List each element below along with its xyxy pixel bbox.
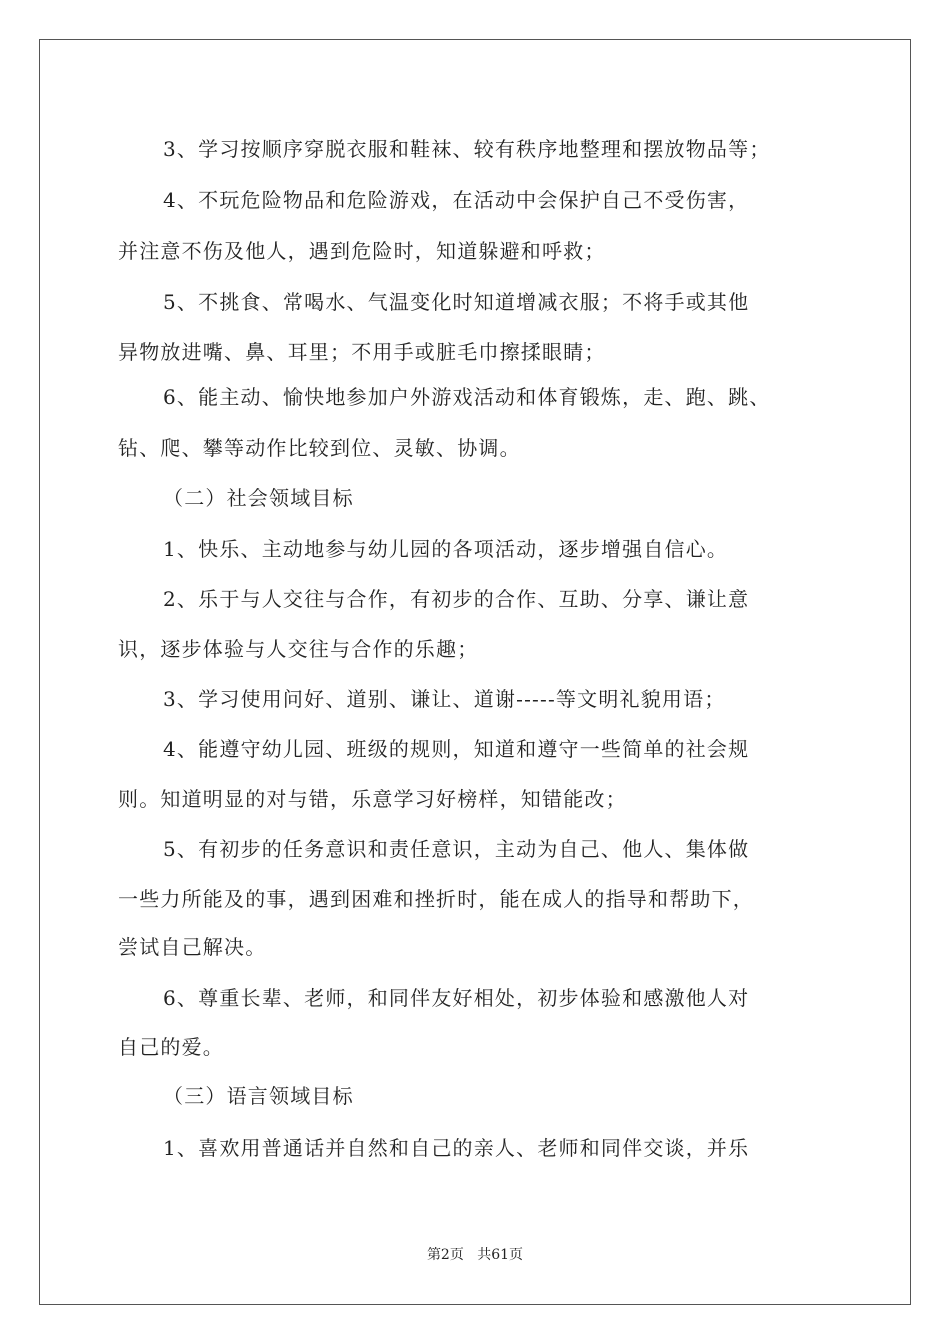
paragraph-line: 5、不挑食、常喝水、气温变化时知道增减衣服；不将手或其他 xyxy=(163,290,750,314)
paragraph-line: 4、能遵守幼儿园、班级的规则，知道和遵守一些简单的社会规 xyxy=(163,737,750,761)
paragraph-line: 1、喜欢用普通话并自然和自己的亲人、老师和同伴交谈，并乐 xyxy=(163,1136,750,1160)
paragraph-line: 自己的爱。 xyxy=(118,1035,224,1059)
page-border xyxy=(39,39,911,1305)
paragraph-line: 尝试自己解决。 xyxy=(118,935,267,959)
section-heading: （二）社会领域目标 xyxy=(163,486,354,510)
paragraph-line: 2、乐于与人交往与合作，有初步的合作、互助、分享、谦让意 xyxy=(163,587,750,611)
current-page-number: 第2页 xyxy=(426,1247,464,1263)
paragraph-line: 6、尊重长辈、老师，和同伴友好相处，初步体验和感激他人对 xyxy=(163,986,750,1010)
paragraph-line: 一些力所能及的事，遇到困难和挫折时，能在成人的指导和帮助下， xyxy=(118,887,754,911)
paragraph-line: 异物放进嘴、鼻、耳里；不用手或脏毛巾擦揉眼睛； xyxy=(118,340,606,364)
paragraph-line: 6、能主动、愉快地参加户外游戏活动和体育锻炼，走、跑、跳、 xyxy=(163,385,771,409)
paragraph-line: 并注意不伤及他人，遇到危险时，知道躲避和呼救； xyxy=(118,239,606,263)
page-footer xyxy=(0,1244,950,1264)
paragraph-line: 1、快乐、主动地参与幼儿园的各项活动，逐步增强自信心。 xyxy=(163,537,729,561)
paragraph-line: 4、不玩危险物品和危险游戏，在活动中会保护自己不受伤害， xyxy=(163,188,750,212)
paragraph-line: 5、有初步的任务意识和责任意识，主动为自己、他人、集体做 xyxy=(163,837,750,861)
paragraph-line: 则。知道明显的对与错，乐意学习好榜样，知错能改； xyxy=(118,787,627,811)
total-page-count: 共61页 xyxy=(477,1247,524,1263)
paragraph-line: 识，逐步体验与人交往与合作的乐趣； xyxy=(118,637,479,661)
paragraph-line: 3、学习按顺序穿脱衣服和鞋袜、较有秩序地整理和摆放物品等； xyxy=(163,137,771,161)
paragraph-line: 钻、爬、攀等动作比较到位、灵敏、协调。 xyxy=(118,436,521,460)
section-heading: （三）语言领域目标 xyxy=(163,1084,354,1108)
paragraph-line: 3、学习使用问好、道别、谦让、道谢-----等文明礼貌用语； xyxy=(163,687,726,711)
